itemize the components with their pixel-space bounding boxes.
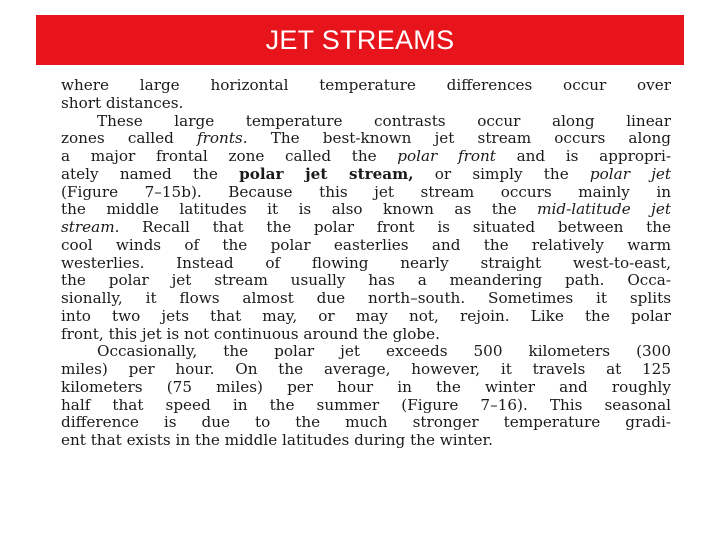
text-line: kilometers (75 miles) per hour in the winter and roughly — [61, 378, 671, 396]
text-run: zones called — [61, 130, 198, 148]
text-line — [61, 219, 671, 237]
text-run: . Recall that the polar front is situated between the — [114, 219, 671, 236]
slide-title-bar — [36, 15, 684, 65]
text-run: the middle latitudes it is also known as the — [61, 201, 538, 219]
text-line: westerlies. Instead of flowing nearly straight west-to-east, — [61, 254, 671, 272]
term-polar-front: polar front — [397, 148, 496, 165]
text-line: the polar jet stream usually has a meandering path. Occa- — [61, 272, 671, 290]
text-line: difference is due to the much stronger temperature gradi- — [61, 414, 671, 432]
text-line: where large horizontal temperature differences occur over — [61, 77, 671, 94]
text-line: miles) per hour. On the average, however, it travels at 125 — [61, 361, 671, 378]
text-line: into two jets that may, or may not, rejoin. Like the polar — [61, 307, 671, 325]
text-run: or simply the — [413, 165, 590, 183]
term-mid-latitude-jet: mid-latitude jet — [537, 201, 671, 219]
text-line — [61, 148, 671, 166]
text-line: front, this jet is not continuous around the globe. — [61, 325, 440, 343]
term-fronts: fronts — [197, 130, 243, 148]
text-line: (Figure 7–15b). Because this jet stream occurs mainly in — [61, 183, 671, 201]
text-line: Occasionally, the polar jet exceeds 500 kilometers (300 — [97, 343, 671, 361]
text-line: short distances. — [61, 94, 184, 112]
text-line: sionally, it flows almost due north–south. Sometimes it splits — [61, 290, 671, 307]
text-line — [61, 201, 671, 219]
text-line: ent that exists in the middle latitudes during the winter. — [61, 432, 493, 449]
term-polar-jet-stream: polar jet stream, — [239, 165, 414, 183]
text-line: These large temperature contrasts occur along linear — [97, 112, 671, 130]
text-line: cool winds of the polar easterlies and the relatively warm — [61, 236, 671, 254]
text-line: half that speed in the summer (Figure 7–16). This seasonal — [61, 396, 671, 414]
slide-title: JET STREAMS — [265, 24, 455, 55]
term-polar-jet: polar jet — [589, 165, 671, 183]
text-line — [61, 166, 671, 184]
text-run: ately named the — [61, 165, 240, 183]
term-stream: stream — [61, 219, 115, 236]
text-line — [61, 130, 671, 148]
textbook-excerpt — [61, 77, 671, 450]
text-run: a major frontal zone called the — [61, 148, 398, 165]
text-run: and is appropri- — [495, 148, 671, 165]
text-run: . The best-known jet stream occurs along — [242, 130, 671, 148]
